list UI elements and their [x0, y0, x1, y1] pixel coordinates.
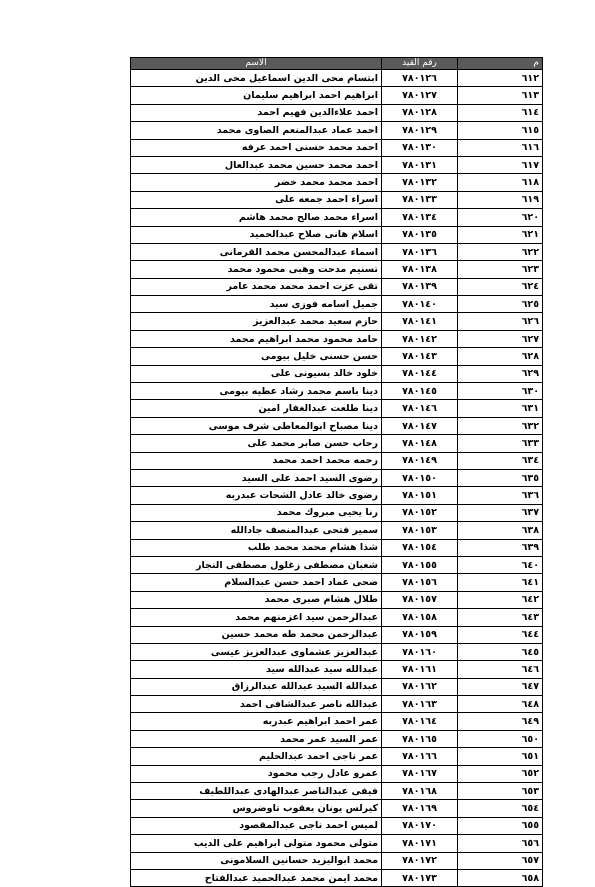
student-name-cell: ابراهيم احمد ابراهيم سليمان [131, 87, 382, 104]
table-row [131, 383, 543, 400]
column-header-number: م [458, 58, 543, 70]
table-row [131, 835, 543, 852]
table-row [131, 748, 543, 765]
registration-number-cell: ٧٨٠١٧١ [382, 835, 458, 852]
row-number-cell: ٦٤٨ [458, 696, 543, 713]
student-name-cell: اسراء محمد صالح محمد هاشم [131, 209, 382, 226]
table-row [131, 730, 543, 747]
student-name-cell: حامد محمود محمد ابراهيم محمد [131, 330, 382, 347]
row-number-cell: ٦٤٥ [458, 643, 543, 660]
registration-number-cell: ٧٨٠١٤٧ [382, 417, 458, 434]
row-number-cell: ٦٥٥ [458, 817, 543, 834]
registration-number-cell: ٧٨٠١٤٤ [382, 365, 458, 382]
row-number-cell: ٦١٤ [458, 104, 543, 121]
registration-number-cell: ٧٨٠١٦٨ [382, 783, 458, 800]
student-name-cell: شذا هشام محمد محمد طلب [131, 539, 382, 556]
table-row [131, 174, 543, 191]
registration-number-cell: ٧٨٠١٣٥ [382, 226, 458, 243]
row-number-cell: ٦٣٩ [458, 539, 543, 556]
row-number-cell: ٦٥٤ [458, 800, 543, 817]
student-name-cell: احمد عماد عبدالمنعم الصاوى محمد [131, 122, 382, 139]
student-name-cell: اسراء احمد جمعه على [131, 191, 382, 208]
table-row [131, 139, 543, 156]
student-name-cell: عبدالرحمن محمد طه محمد حسين [131, 626, 382, 643]
table-row [131, 539, 543, 556]
table-row [131, 313, 543, 330]
student-name-cell: متولى محمود متولى ابراهيم على الديب [131, 835, 382, 852]
student-name-cell: محمد ابواليزيد حسانين السلامونى [131, 852, 382, 869]
student-name-cell: رحاب حسن صابر محمد على [131, 435, 382, 452]
registration-number-cell: ٧٨٠١٦٥ [382, 730, 458, 747]
registration-number-cell: ٧٨٠١٧٢ [382, 852, 458, 869]
column-header-name: الاسم [131, 58, 382, 70]
student-name-cell: رضوى خالد عادل الشحات عبدربه [131, 487, 382, 504]
student-name-cell: عبدالله السيد عبدالله عبدالرزاق [131, 678, 382, 695]
table-row [131, 469, 543, 486]
row-number-cell: ٦٢٦ [458, 313, 543, 330]
table-row [131, 104, 543, 121]
row-number-cell: ٦٣٣ [458, 435, 543, 452]
table-row [131, 817, 543, 834]
table-row [131, 696, 543, 713]
registration-number-cell: ٧٨٠١٥٤ [382, 539, 458, 556]
registration-number-cell: ٧٨٠١٢٨ [382, 104, 458, 121]
row-number-cell: ٦٢٤ [458, 278, 543, 295]
row-number-cell: ٦٤٢ [458, 591, 543, 608]
registration-number-cell: ٧٨٠١٢٦ [382, 70, 458, 87]
row-number-cell: ٦٤١ [458, 574, 543, 591]
student-name-cell: اسلام هانى صلاح عبدالحميد [131, 226, 382, 243]
student-name-cell: كيرلس يونان يعقوب تاوضروس [131, 800, 382, 817]
table-header-row [131, 58, 543, 70]
student-name-cell: عمرو عادل رجب محمود [131, 765, 382, 782]
row-number-cell: ٦١٣ [458, 87, 543, 104]
row-number-cell: ٦٣٠ [458, 383, 543, 400]
registration-number-cell: ٧٨٠١٥٣ [382, 522, 458, 539]
row-number-cell: ٦١٦ [458, 139, 543, 156]
row-number-cell: ٦٤٤ [458, 626, 543, 643]
student-name-cell: سمير فتحى عبدالمنصف جادالله [131, 522, 382, 539]
table-body [131, 70, 543, 887]
row-number-cell: ٦٥٠ [458, 730, 543, 747]
table-row [131, 800, 543, 817]
row-number-cell: ٦٣١ [458, 400, 543, 417]
registration-number-cell: ٧٨٠١٣٢ [382, 174, 458, 191]
table-row [131, 678, 543, 695]
row-number-cell: ٦٢٠ [458, 209, 543, 226]
row-number-cell: ٦٢٣ [458, 261, 543, 278]
table-row [131, 226, 543, 243]
registration-number-cell: ٧٨٠١٥١ [382, 487, 458, 504]
row-number-cell: ٦٣٤ [458, 452, 543, 469]
table-row [131, 591, 543, 608]
student-name-cell: دينا باسم محمد رشاد عطيه بيومى [131, 383, 382, 400]
table-row [131, 243, 543, 260]
row-number-cell: ٦١٢ [458, 70, 543, 87]
registration-number-cell: ٧٨٠١٣١ [382, 156, 458, 173]
student-name-cell: عبدالعزيز عشماوى عبدالعزيز عيسى [131, 643, 382, 660]
registration-number-cell: ٧٨٠١٦٧ [382, 765, 458, 782]
student-name-cell: رضوى السيد احمد على السيد [131, 469, 382, 486]
student-name-cell: احمد محمد محمد خضر [131, 174, 382, 191]
student-name-cell: حازم سعيد محمد عبدالعزيز [131, 313, 382, 330]
registration-number-cell: ٧٨٠١٧٠ [382, 817, 458, 834]
registration-number-cell: ٧٨٠١٧٣ [382, 869, 458, 886]
registration-number-cell: ٧٨٠١٦١ [382, 661, 458, 678]
student-name-cell: محمد ايمن محمد عبدالحميد عبدالفتاح [131, 869, 382, 886]
table-row [131, 417, 543, 434]
row-number-cell: ٦٣٨ [458, 522, 543, 539]
table-row [131, 348, 543, 365]
table-row [131, 400, 543, 417]
student-name-cell: عمر السيد عمر محمد [131, 730, 382, 747]
registration-number-cell: ٧٨٠١٤٣ [382, 348, 458, 365]
row-number-cell: ٦٥٦ [458, 835, 543, 852]
row-number-cell: ٦٤٠ [458, 556, 543, 573]
table-row [131, 156, 543, 173]
table-row [131, 626, 543, 643]
table-row [131, 713, 543, 730]
row-number-cell: ٦٤٣ [458, 609, 543, 626]
row-number-cell: ٦٣٧ [458, 504, 543, 521]
registration-number-cell: ٧٨٠١٤٩ [382, 452, 458, 469]
student-name-cell: احمد محمد حسين محمد عبدالعال [131, 156, 382, 173]
student-name-cell: عبدالله ناصر عبدالشافى احمد [131, 696, 382, 713]
student-name-cell: حسن حسنى خليل بيومى [131, 348, 382, 365]
registration-number-cell: ٧٨٠١٤٥ [382, 383, 458, 400]
row-number-cell: ٦٢٩ [458, 365, 543, 382]
student-name-cell: دينا مصباح ابوالمعاطى شرف موسى [131, 417, 382, 434]
row-number-cell: ٦٣٢ [458, 417, 543, 434]
row-number-cell: ٦٢٢ [458, 243, 543, 260]
student-name-cell: اسماء عبدالمحسن محمد القرمانى [131, 243, 382, 260]
table-row [131, 452, 543, 469]
table-row [131, 869, 543, 886]
row-number-cell: ٦٢٧ [458, 330, 543, 347]
row-number-cell: ٦١٧ [458, 156, 543, 173]
table-row [131, 661, 543, 678]
row-number-cell: ٦١٩ [458, 191, 543, 208]
table-row [131, 70, 543, 87]
registration-number-cell: ٧٨٠١٣٣ [382, 191, 458, 208]
row-number-cell: ٦٤٦ [458, 661, 543, 678]
registration-number-cell: ٧٨٠١٢٩ [382, 122, 458, 139]
registration-number-cell: ٧٨٠١٣٤ [382, 209, 458, 226]
student-name-cell: لميس احمد ناجى عبدالمقصود [131, 817, 382, 834]
student-name-cell: عبدالله سيد عبدالله سيد [131, 661, 382, 678]
table-row [131, 261, 543, 278]
student-name-cell: تقى عزت احمد محمد محمد عامر [131, 278, 382, 295]
row-number-cell: ٦٥٧ [458, 852, 543, 869]
student-name-cell: دينا طلعت عبدالغفار امين [131, 400, 382, 417]
table-row [131, 191, 543, 208]
student-name-cell: تسنيم مدحت وهبى محمود محمد [131, 261, 382, 278]
table-row [131, 556, 543, 573]
row-number-cell: ٦٥١ [458, 748, 543, 765]
registration-number-cell: ٧٨٠١٢٧ [382, 87, 458, 104]
row-number-cell: ٦٣٦ [458, 487, 543, 504]
registration-number-cell: ٧٨٠١٦٣ [382, 696, 458, 713]
row-number-cell: ٦٢١ [458, 226, 543, 243]
table-row [131, 435, 543, 452]
student-name-cell: عمر احمد ابراهيم عبدربه [131, 713, 382, 730]
student-name-cell: احمد علاءالدين فهيم احمد [131, 104, 382, 121]
student-name-cell: شعبان مصطفى زغلول مصطفى النجار [131, 556, 382, 573]
registration-number-cell: ٧٨٠١٦٤ [382, 713, 458, 730]
registration-number-cell: ٧٨٠١٣٦ [382, 243, 458, 260]
registration-number-cell: ٧٨٠١٥٥ [382, 556, 458, 573]
registration-number-cell: ٧٨٠١٥٦ [382, 574, 458, 591]
table-row [131, 783, 543, 800]
registration-number-cell: ٧٨٠١٣٨ [382, 261, 458, 278]
table-row [131, 122, 543, 139]
table-row [131, 487, 543, 504]
registration-number-cell: ٧٨٠١٦٠ [382, 643, 458, 660]
student-name-cell: فيفى عبدالناصر عبدالهادى عبداللطيف [131, 783, 382, 800]
row-number-cell: ٦٣٥ [458, 469, 543, 486]
table-row [131, 365, 543, 382]
registration-number-cell: ٧٨٠١٤٨ [382, 435, 458, 452]
table-row [131, 296, 543, 313]
column-header-registration-number: رقم القيد [382, 58, 458, 70]
registration-number-cell: ٧٨٠١٣٠ [382, 139, 458, 156]
table-row [131, 278, 543, 295]
student-name-cell: جميل اسامه فوزى سيد [131, 296, 382, 313]
student-name-cell: احمد محمد حسنى احمد عرفه [131, 139, 382, 156]
registration-number-cell: ٧٨٠١٥٨ [382, 609, 458, 626]
registration-number-cell: ٧٨٠١٤٦ [382, 400, 458, 417]
student-name-cell: رحمه محمد احمد محمد [131, 452, 382, 469]
table-row [131, 765, 543, 782]
student-name-cell: رنا يحيى مبروك محمد [131, 504, 382, 521]
table-row [131, 209, 543, 226]
row-number-cell: ٦٤٧ [458, 678, 543, 695]
student-name-cell: عمر ناجى احمد عبدالحليم [131, 748, 382, 765]
registration-number-cell: ٧٨٠١٥٩ [382, 626, 458, 643]
registration-number-cell: ٧٨٠١٤٠ [382, 296, 458, 313]
registration-number-cell: ٧٨٠١٦٩ [382, 800, 458, 817]
row-number-cell: ٦١٥ [458, 122, 543, 139]
table-row [131, 609, 543, 626]
table-row [131, 522, 543, 539]
student-roster-table [130, 57, 543, 887]
row-number-cell: ٦٥٣ [458, 783, 543, 800]
table-row [131, 643, 543, 660]
row-number-cell: ٦٢٨ [458, 348, 543, 365]
table-row [131, 574, 543, 591]
registration-number-cell: ٧٨٠١٦٦ [382, 748, 458, 765]
student-name-cell: عبدالرحمن سيد اعزمنهم محمد [131, 609, 382, 626]
table-row [131, 330, 543, 347]
registration-number-cell: ٧٨٠١٥٠ [382, 469, 458, 486]
table-row [131, 87, 543, 104]
registration-number-cell: ٧٨٠١٤١ [382, 313, 458, 330]
row-number-cell: ٦٥٢ [458, 765, 543, 782]
row-number-cell: ٦٥٨ [458, 869, 543, 886]
registration-number-cell: ٧٨٠١٤٢ [382, 330, 458, 347]
student-name-cell: طلال هشام صبرى محمد [131, 591, 382, 608]
registration-number-cell: ٧٨٠١٥٧ [382, 591, 458, 608]
student-name-cell: ابتسام محى الدين اسماعيل محى الدين [131, 70, 382, 87]
table-row [131, 504, 543, 521]
registration-number-cell: ٧٨٠١٥٢ [382, 504, 458, 521]
table-row [131, 852, 543, 869]
registration-number-cell: ٧٨٠١٣٩ [382, 278, 458, 295]
registration-number-cell: ٧٨٠١٦٢ [382, 678, 458, 695]
row-number-cell: ٦١٨ [458, 174, 543, 191]
row-number-cell: ٦٢٥ [458, 296, 543, 313]
student-name-cell: خلود خالد بسيونى على [131, 365, 382, 382]
row-number-cell: ٦٤٩ [458, 713, 543, 730]
student-name-cell: ضحى عماد احمد حسن عبدالسلام [131, 574, 382, 591]
